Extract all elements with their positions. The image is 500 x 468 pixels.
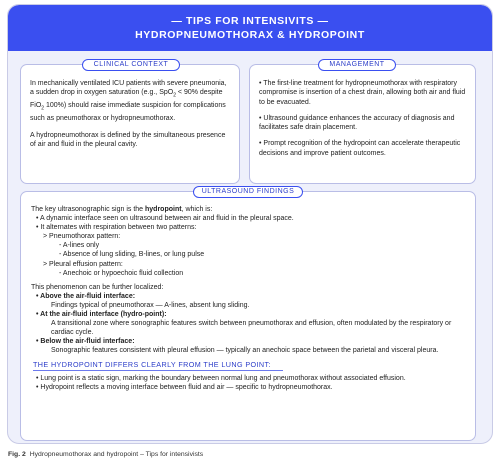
figure-caption-text: Hydropneumothorax and hydropoint – Tips for intensivists bbox=[29, 451, 204, 458]
title-banner bbox=[8, 5, 492, 51]
effusion-pattern-item-1: - Anechoic or hypoechoic fluid collection bbox=[59, 269, 184, 277]
management-item-3: • Prompt recognition of the hydropoint can accelerate therapeutic decisions and improve patient outcomes. bbox=[259, 140, 461, 157]
above-interface-text: Findings typical of pneumothorax — A-lines, absent lung sliding. bbox=[51, 301, 250, 309]
ultrasound-intro: The key ultrasonographic sign is the hydropoint, which is: bbox=[31, 206, 213, 213]
ultrasound-findings-box bbox=[20, 191, 476, 441]
below-interface-text: Sonographic features consistent with pleural effusion — typically an anechoic space between the parietal and visceral pleura. bbox=[51, 347, 439, 355]
ultrasound-findings-heading: ULTRASOUND FINDINGS bbox=[193, 186, 303, 198]
management-item-1: • The first-line treatment for hydropneumothorax with respiratory compromise is insertion of a chest drain, allowing both air and fluid to be evacuated. bbox=[259, 80, 466, 106]
lung-point-note: • Lung point is a static sign, marking the boundary between normal lung and pneumothorax without associated effusion. bbox=[36, 374, 406, 382]
at-interface-text: A transitional zone where sonographic features switch between pneumothorax and effusion, often modulated by the respiratory or cardiac cycle. bbox=[51, 320, 452, 337]
ultrasound-bullet-1: • A dynamic interface seen on ultrasound between air and fluid in the pleural space. bbox=[36, 215, 294, 223]
localization-intro: This phenomenon can be further localized: bbox=[31, 283, 164, 291]
ultrasound-bullet-2: • It alternates with respiration between two patterns: bbox=[36, 224, 197, 232]
clinical-context-paragraph-2: A hydropneumothorax is defined by the simultaneous presence of air and fluid in the pleural cavity. bbox=[30, 131, 226, 149]
hydropoint-vs-lung-point-heading: THE HYDROPOINT DIFFERS CLEARLY FROM THE LUNG POINT: bbox=[33, 359, 271, 369]
heading-underline bbox=[33, 370, 283, 371]
at-interface-heading: • At the air-fluid interface (hydro-point): bbox=[36, 311, 167, 319]
management-item-2: • Ultrasound guidance enhances the accuracy of diagnosis and facilitates safe drain placement. bbox=[259, 114, 455, 132]
above-interface-heading: • Above the air-fluid interface: bbox=[36, 292, 136, 300]
banner-title-line1: — TIPS FOR INTENSIVITS — bbox=[171, 15, 329, 27]
hydropoint-note: • Hydropoint reflects a moving interface between fluid and air — specific to hydropneumothorax. bbox=[36, 383, 333, 391]
banner-title-line2: HYDROPNEUMOTHORAX & HYDROPOINT bbox=[135, 29, 365, 41]
pneumothorax-pattern-heading: > Pneumothorax pattern: bbox=[43, 233, 121, 241]
effusion-pattern-heading: > Pleural effusion pattern: bbox=[43, 260, 123, 268]
clinical-context-heading: CLINICAL CONTEXT bbox=[82, 59, 180, 71]
clinical-context-box bbox=[20, 64, 240, 184]
pneumothorax-pattern-item-2: - Absence of lung sliding, B-lines, or lung pulse bbox=[59, 251, 205, 259]
management-box bbox=[249, 64, 476, 184]
pneumothorax-pattern-item-1: - A-lines only bbox=[59, 242, 100, 250]
management-heading: MANAGEMENT bbox=[318, 59, 396, 71]
clinical-context-paragraph-1: In mechanically ventilated ICU patients with severe pneumonia, a sudden drop in oxygen saturation (e.g., SpO$_2$ < 90% despite FiO$_2$ 100%) should raise immediate suspicion for complications such as pneumothorax or hydropneumothorax. bbox=[30, 80, 227, 122]
below-interface-heading: • Below the air-fluid interface: bbox=[36, 338, 135, 346]
figure-caption bbox=[8, 451, 203, 458]
figure-label: Fig. 2 bbox=[8, 451, 26, 458]
